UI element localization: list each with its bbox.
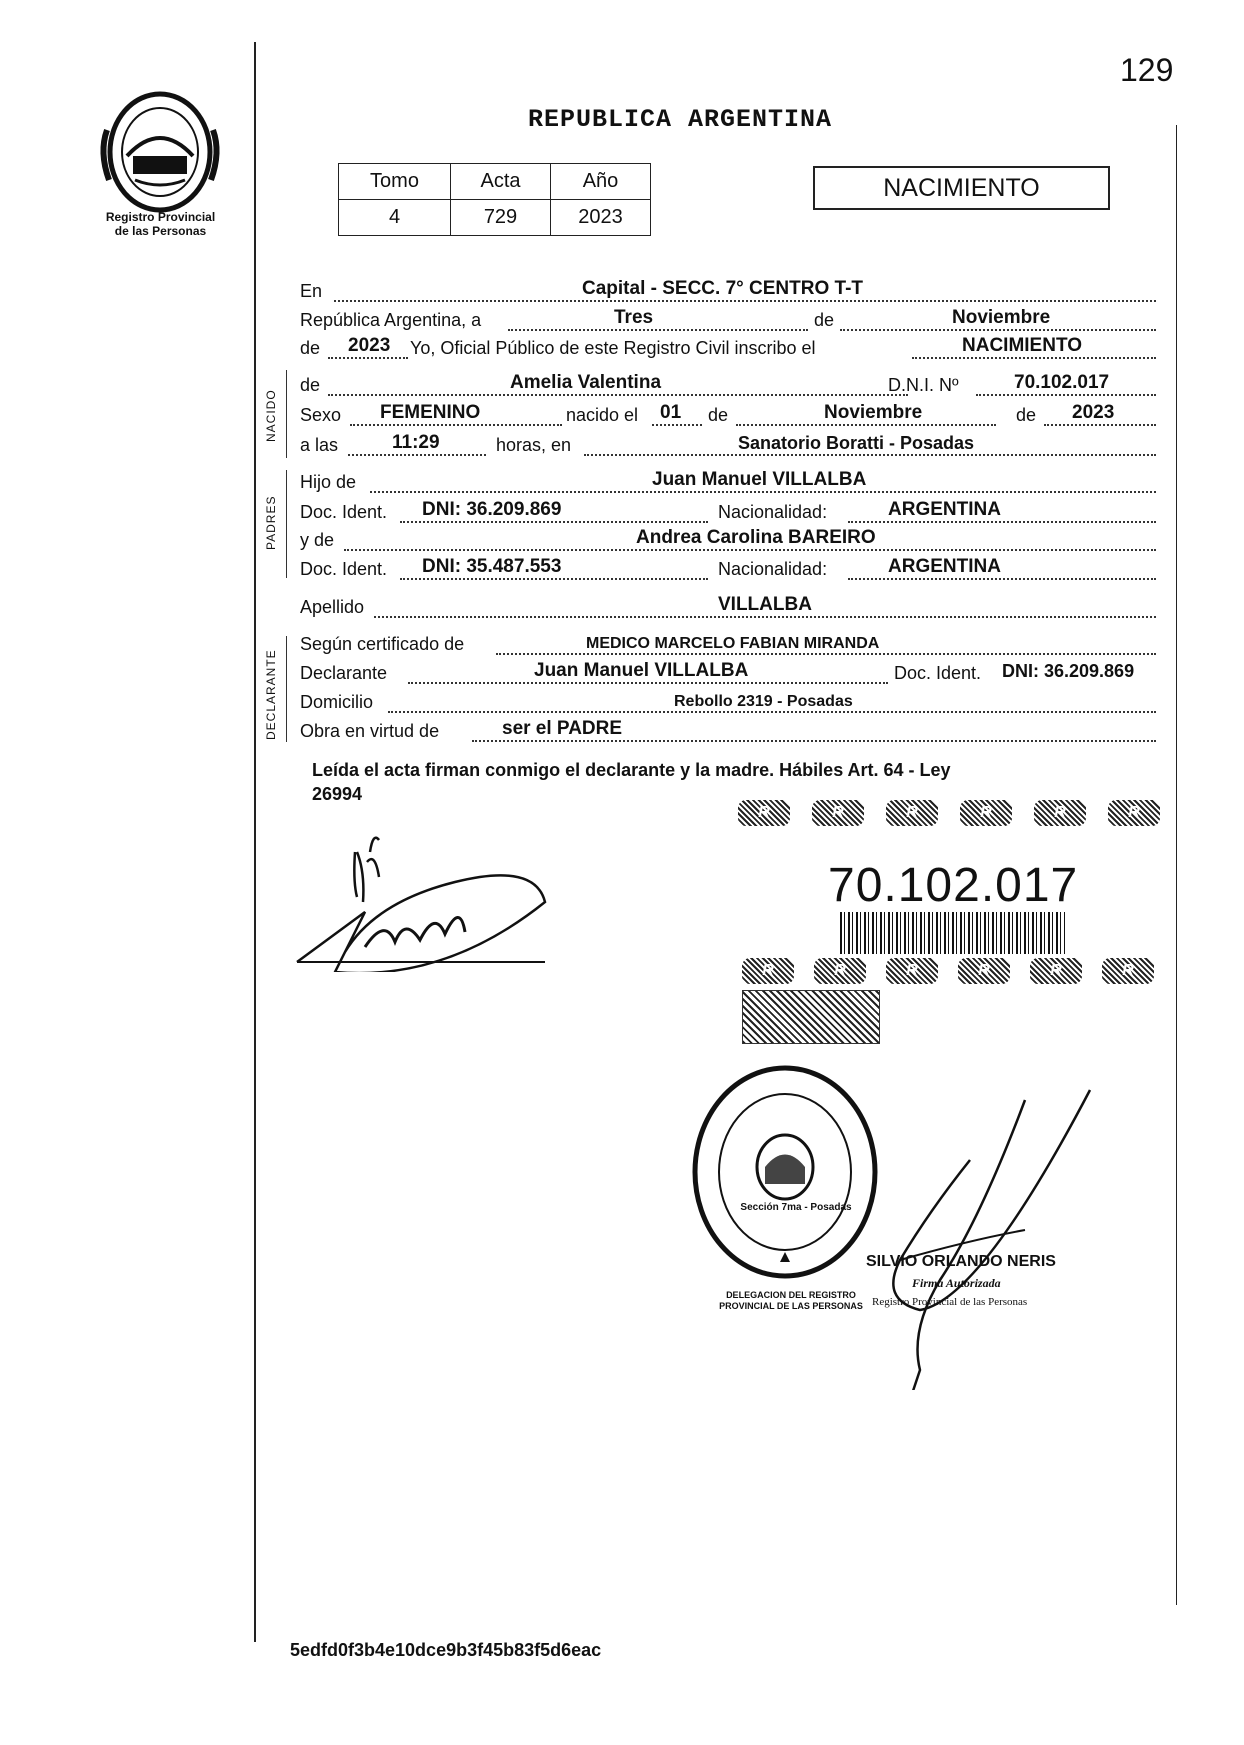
- official-name: SILVIO ORLANDO NERIS: [866, 1253, 1056, 1270]
- de3-label: de: [300, 375, 321, 395]
- madre-dots: [344, 549, 1156, 551]
- republica-label: República Argentina, a: [300, 310, 482, 330]
- nacido-dots-2: [736, 424, 996, 426]
- r-badge: R: [886, 958, 938, 984]
- document-hash: 5edfd0f3b4e10dce9b3f45b83f5d6eac: [290, 1640, 602, 1660]
- tomo-value: 4: [339, 200, 451, 236]
- row-domicilio: [300, 689, 1158, 717]
- r-badge: R: [738, 800, 790, 826]
- row-madre: [300, 527, 1158, 555]
- apellido-value: VILLALBA: [718, 594, 812, 615]
- security-r-row-bottom: [742, 958, 1154, 984]
- stamp-id-number: 70.102.017: [828, 859, 1079, 912]
- nac2-label: Nacionalidad:: [718, 559, 828, 579]
- anio-value: 2023: [551, 200, 651, 236]
- nacido-label: nacido el: [566, 405, 639, 425]
- declarante-value: Juan Manuel VILLALBA: [534, 660, 749, 681]
- oficial-dots-2: [912, 357, 1156, 359]
- row-sexo: [300, 402, 1158, 430]
- certificado-label: Según certificado de: [300, 634, 465, 654]
- r-badge: R: [812, 800, 864, 826]
- sexo-value: FEMENINO: [380, 402, 481, 423]
- r-badge: R: [814, 958, 866, 984]
- apellido-label: Apellido: [300, 597, 365, 617]
- nacido-dots-3: [1044, 424, 1156, 426]
- sexo-label: Sexo: [300, 405, 342, 425]
- horas-label: horas, en: [496, 435, 572, 455]
- official-signature: [850, 1080, 1100, 1390]
- r-badge: R: [1108, 800, 1160, 826]
- nombre-dots: [328, 394, 908, 396]
- r-badge: R: [958, 958, 1010, 984]
- alas-label: a las: [300, 435, 339, 455]
- r-badge: R: [886, 800, 938, 826]
- page-number: 129: [1120, 52, 1174, 88]
- provincial-emblem-logo: [95, 90, 225, 220]
- seal-inner-text: Sección 7ma - Posadas: [740, 1202, 852, 1213]
- nac1-value: ARGENTINA: [888, 499, 1001, 520]
- doc2-label: Doc. Ident.: [300, 559, 388, 579]
- hora-dots: [348, 454, 486, 456]
- obra-value: ser el PADRE: [502, 718, 623, 739]
- doc1-value: DNI: 36.209.869: [422, 499, 562, 520]
- mes-value: Noviembre: [952, 307, 1051, 328]
- declarante-label: Declarante: [300, 663, 388, 683]
- r-badge: R: [1034, 800, 1086, 826]
- security-r-row-top: [738, 800, 1160, 826]
- row-oficial: [300, 335, 1158, 363]
- dni-dots: [976, 394, 1156, 396]
- nacido-dia-value: 01: [660, 402, 682, 423]
- r-badge: R: [742, 958, 794, 984]
- oficial-dots-1: [328, 357, 408, 359]
- de5-label: de: [1016, 405, 1037, 425]
- domicilio-dots: [388, 711, 1156, 713]
- doc2-dots: [400, 578, 708, 580]
- row-hora: [300, 432, 1158, 460]
- tipo-value: NACIMIENTO: [962, 335, 1082, 356]
- country-title: REPUBLICA ARGENTINA: [528, 105, 833, 134]
- row-padre: [300, 469, 1158, 497]
- tomo-header: Tomo: [339, 164, 451, 200]
- padre-dots: [370, 491, 1156, 493]
- nacido-side-label: NACIDO: [264, 389, 278, 442]
- apellido-dots: [374, 616, 1156, 618]
- nacido-anio-value: 2023: [1072, 402, 1115, 423]
- closing-statement: [312, 758, 1132, 806]
- domicilio-label: Domicilio: [300, 692, 374, 712]
- en-label: En: [300, 281, 323, 301]
- r-badge: R: [1102, 958, 1154, 984]
- official-org: Registro Provincial de las Personas: [872, 1296, 1028, 1308]
- dni-value: 70.102.017: [1014, 372, 1110, 393]
- doc1-label: Doc. Ident.: [300, 502, 388, 522]
- record-reference-table: [338, 163, 651, 236]
- nombre-value: Amelia Valentina: [510, 372, 662, 393]
- declarante-side-label: DECLARANTE: [264, 649, 278, 740]
- dia-value: Tres: [614, 307, 654, 328]
- hora-value: 11:29: [392, 432, 440, 453]
- closing-line2: 26994: [312, 784, 363, 804]
- barcode: [840, 912, 1065, 954]
- certificado-dots: [496, 653, 1156, 655]
- yde-label: y de: [300, 530, 335, 550]
- right-margin-line: [1176, 125, 1177, 1605]
- nac1-label: Nacionalidad:: [718, 502, 828, 522]
- row-doc2: [300, 556, 1158, 584]
- row-declarante: [300, 660, 1158, 688]
- certificado-value: MEDICO MARCELO FABIAN MIRANDA: [586, 635, 880, 652]
- en-value: Capital - SECC. 7° CENTRO T-T: [582, 278, 864, 299]
- left-margin-line: [254, 42, 256, 1642]
- dni-label: D.N.I. Nº: [888, 375, 959, 395]
- padres-bracket: [286, 470, 287, 578]
- r-badge: R: [1030, 958, 1082, 984]
- domicilio-value: Rebollo 2319 - Posadas: [674, 693, 853, 710]
- row-apellido: [300, 594, 1158, 622]
- de4-label: de: [708, 405, 729, 425]
- row-republica: [300, 307, 1158, 335]
- agency-caption-line2: de las Personas: [114, 224, 207, 238]
- en-dots: [334, 300, 1156, 302]
- oficial-text: Yo, Oficial Público de este Registro Civil inscribo el: [410, 338, 816, 358]
- de2-label: de: [300, 338, 321, 358]
- padres-side-label: PADRES: [264, 495, 278, 550]
- declarant-signature: [295, 822, 555, 972]
- hijo-label: Hijo de: [300, 472, 357, 492]
- de-label: de: [814, 310, 835, 330]
- acta-value: 729: [451, 200, 551, 236]
- official-title: Firma Autorizada: [912, 1276, 1001, 1290]
- row-en: [300, 278, 1158, 306]
- anio-header: Año: [551, 164, 651, 200]
- row-doc1: [300, 499, 1158, 527]
- doc2-value: DNI: 35.487.553: [422, 556, 562, 577]
- lugar-dots: [584, 454, 1156, 456]
- doc3-label: Doc. Ident.: [894, 663, 982, 683]
- row-nombre: [300, 372, 1158, 400]
- nacido-bracket: [286, 370, 287, 458]
- record-type-box: NACIMIENTO: [813, 166, 1110, 210]
- row-obra: [300, 718, 1158, 746]
- nac2-value: ARGENTINA: [888, 556, 1001, 577]
- closing-line1: Leída el acta firman conmigo el declarante y la madre. Hábiles Art. 64 - Ley: [312, 760, 951, 780]
- nac1-dots: [848, 521, 1156, 523]
- lugar-value: Sanatorio Boratti - Posadas: [738, 433, 975, 453]
- madre-value: Andrea Carolina BAREIRO: [636, 527, 876, 548]
- doc1-dots: [400, 521, 708, 523]
- padre-value: Juan Manuel VILLALBA: [652, 469, 867, 490]
- security-pattern-block: [742, 990, 880, 1044]
- nacido-dots-1: [652, 424, 702, 426]
- acta-header: Acta: [451, 164, 551, 200]
- doc3-value: DNI: 36.209.869: [1002, 661, 1135, 681]
- agency-caption: [88, 210, 233, 238]
- r-badge: R: [960, 800, 1012, 826]
- sexo-dots: [350, 424, 562, 426]
- obra-label: Obra en virtud de: [300, 721, 440, 741]
- republica-dots-2: [840, 329, 1156, 331]
- declarante-dots: [408, 682, 888, 684]
- nac2-dots: [848, 578, 1156, 580]
- republica-dots-1: [508, 329, 808, 331]
- anio-inscripcion-value: 2023: [348, 335, 391, 356]
- agency-caption-line1: Registro Provincial: [105, 210, 216, 224]
- seal-ring-text: DELEGACION DEL REGISTRO PROVINCIAL DE LAS PERSONAS: [719, 1290, 863, 1311]
- declarante-bracket: [286, 636, 287, 742]
- nacido-mes-value: Noviembre: [824, 402, 923, 423]
- row-certificado: [300, 631, 1158, 659]
- obra-dots: [472, 740, 1156, 742]
